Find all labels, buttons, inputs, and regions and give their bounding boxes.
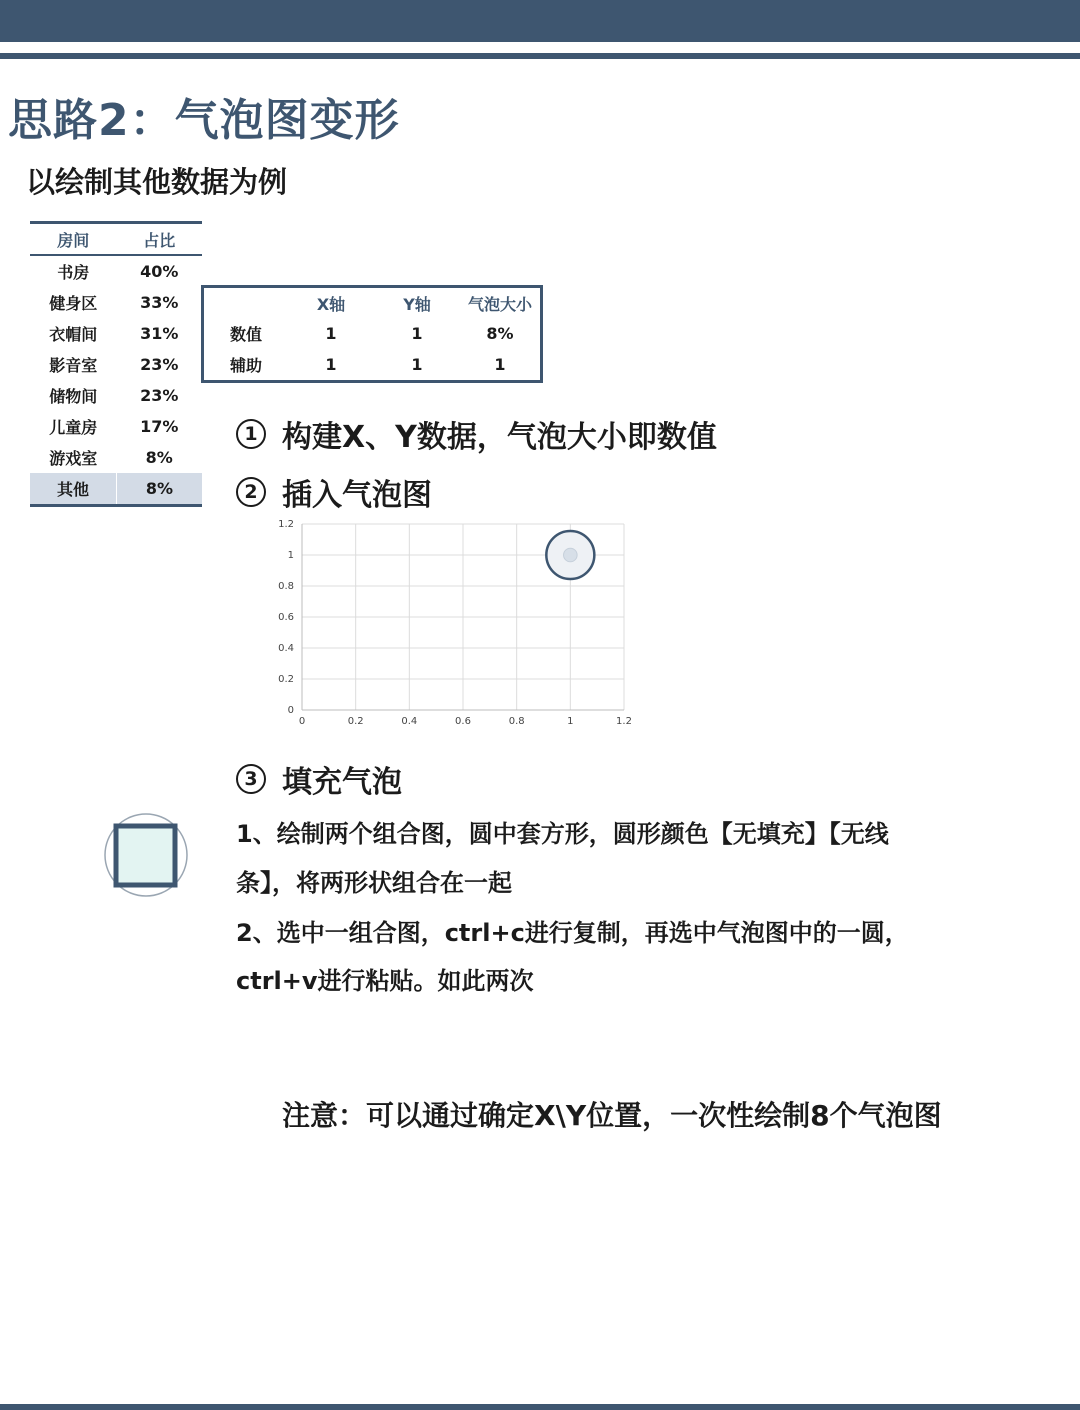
value-table-header [203,287,542,319]
instruction-line-2: 条】，将两形状组合在一起 [236,869,512,897]
table-row [30,380,202,411]
room-name: 储物间 [49,387,98,406]
y-tick-label: 0 [287,705,294,716]
x-tick-label: 0.6 [455,716,471,727]
y-tick-label: 0.8 [278,581,294,592]
y-tick-label: 1 [287,550,294,561]
x-value: 1 [325,355,337,374]
table-row [30,349,202,380]
room-name: 衣帽间 [49,325,98,344]
instruction-line-4: ctrl+v进行粘贴。如此两次 [236,967,534,995]
header-y-axis: Y轴 [403,294,431,314]
inner-square [116,826,175,885]
note-text: 注意：可以通过确定X\Y位置，一次性绘制8个气泡图 [282,1099,942,1132]
y-value: 1 [411,355,423,374]
room-name: 游戏室 [49,449,98,468]
header-bubble-size: 气泡大小 [467,294,532,314]
room-share: 33% [140,293,179,312]
table-row [203,318,542,349]
room-share: 31% [140,324,179,343]
table-row-highlighted [30,473,202,506]
y-tick-label: 0.4 [278,643,294,654]
x-tick-label: 0 [298,716,306,727]
table-row [30,255,202,287]
room-name: 书房 [57,263,90,282]
header-blank [203,287,289,319]
step-1-text: 构建X、Y数据，气泡大小即数值 [282,420,717,455]
table-row [30,442,202,473]
step-2-text: 插入气泡图 [282,478,432,513]
circled-number-3: 3 [236,764,266,794]
header-share: 占比 [117,223,203,256]
x-tick-label: 0.4 [401,716,418,727]
y-tick-label: 0.2 [278,674,294,685]
circled-number-1: 1 [236,419,266,449]
instruction-line-1: 1、绘制两个组合图，圆中套方形，圆形颜色【无填充】【无线 [236,820,889,848]
room-share: 40% [140,262,179,281]
circle-square-combo-shape [100,812,192,902]
table-row [30,411,202,442]
room-table-header [30,223,202,256]
header-room: 房间 [30,223,117,256]
bubble-data-table [201,285,543,383]
room-share: 8% [117,473,203,506]
step-2 [236,470,432,514]
y-tick-label: 0.6 [278,612,294,623]
circled-number-2: 2 [236,477,266,507]
x-value: 1 [325,324,337,343]
size-value: 8% [486,324,514,343]
top-divider [0,53,1080,59]
x-tick-label: 0.8 [508,716,525,727]
y-tick-label: 1.2 [278,519,294,530]
table-row [30,287,202,318]
room-share: 17% [140,417,179,436]
y-value: 1 [411,324,423,343]
table-row [30,318,202,349]
step-3-text: 填充气泡 [282,765,402,800]
row-label: 辅助 [229,356,262,375]
room-share: 23% [140,386,179,405]
room-name: 影音室 [49,356,98,375]
bottom-divider [0,1404,1080,1410]
bubble-chart [270,512,640,732]
x-tick-label: 1 [567,716,574,727]
room-name: 其他 [30,473,117,506]
room-share: 8% [145,448,173,467]
room-name: 健身区 [49,294,98,313]
step-1 [236,412,717,456]
room-share-table [30,221,202,507]
bubble-value [564,548,578,562]
subtitle: 以绘制其他数据为例 [26,165,288,199]
instruction-line-3: 2、选中一组合图，ctrl+c进行复制，再选中气泡图中的一圆， [236,919,909,947]
x-tick-label: 0.2 [347,716,364,727]
top-banner [0,0,1080,42]
size-value: 1 [494,355,506,374]
row-label: 数值 [229,325,262,344]
step-3 [236,757,402,801]
room-name: 儿童房 [49,418,98,437]
page-title: 思路2：气泡图变形 [8,95,400,146]
table-row [203,349,542,382]
room-share: 23% [140,355,179,374]
header-x-axis: X轴 [316,294,346,314]
x-tick-label: 1.2 [616,716,632,727]
